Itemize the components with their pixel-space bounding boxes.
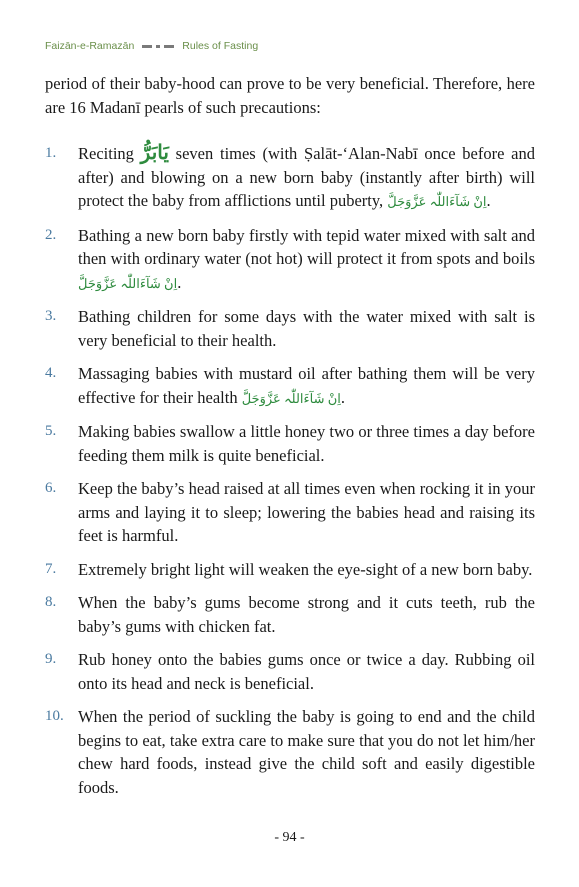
item-number: 8. <box>45 594 57 610</box>
item-number: 2. <box>45 226 57 243</box>
list-item <box>45 420 535 467</box>
intro-paragraph: period of their baby-hood can prove to be very beneficial. Therefore, here are 16 Madanī pearls of such precautions: <box>45 74 535 117</box>
chapter-title: Rules of Fasting <box>182 40 259 52</box>
item-text: Rub honey onto the babies gums once or twice a day. Rubbing oil onto its head and neck is beneficial. <box>78 650 535 693</box>
item-text: Extremely bright light will weaken the eye-sight of a new born baby. <box>78 559 533 579</box>
pearls-list <box>45 142 535 809</box>
page-number: - 94 - <box>274 830 305 845</box>
item-text: Bathing a new born baby firstly with tepid water mixed with salt and then with ordinary water (not hot) will protect it from spots and boils اِنْ شَآءَاللّٰہ عَزَّوَجَلَّ. <box>78 225 535 292</box>
book-title: Faizān-e-Ramazān <box>45 40 135 52</box>
item-number: 4. <box>45 365 57 381</box>
item-number: 1. <box>45 145 57 161</box>
arabic-invocation: يَابَرُّ <box>140 142 169 164</box>
item-text: Keep the baby’s head raised at all times even when rocking it in your arms and laying it to sleep; lowering the babies head and raising its feet is harmful. <box>78 479 535 545</box>
list-item <box>45 224 535 296</box>
list-item <box>45 705 535 799</box>
list-item <box>45 305 535 352</box>
list-item <box>45 648 535 695</box>
list-item <box>45 477 535 548</box>
item-text: Bathing children for some days with the water mixed with salt is very beneficial to their health. <box>78 307 535 350</box>
item-text: Making babies swallow a little honey two or three times a day before feeding them milk is quite beneficial. <box>78 422 535 465</box>
item-number: 9. <box>45 651 57 667</box>
item-number: 10. <box>45 708 64 724</box>
item-number: 7. <box>45 560 57 577</box>
list-item <box>45 558 535 582</box>
list-item <box>45 362 535 410</box>
item-text: When the baby’s gums become strong and it cuts teeth, rub the baby’s gums with chicken fat. <box>78 593 535 636</box>
list-item <box>45 591 535 638</box>
header-separator <box>142 45 174 48</box>
item-number: 5. <box>45 423 57 439</box>
arabic-inshallah: اِنْ شَآءَاللّٰہ عَزَّوَجَلَّ <box>241 390 341 406</box>
arabic-inshallah: اِنْ شَآءَاللّٰہ عَزَّوَجَلَّ <box>387 194 487 209</box>
running-header <box>45 40 258 52</box>
item-text: Reciting يَابَرُّ seven times (with Ṣalāt-‘Alan-Nabī once before and after) and blowing on a new born baby (instantly after birth) will protect the baby from afflictions until puberty, اِنْ شَآءَاللّٰہ عَزَّوَجَلَّ. <box>78 142 536 210</box>
item-number: 6. <box>45 480 57 496</box>
list-item <box>45 142 535 214</box>
item-number: 3. <box>45 308 57 324</box>
arabic-inshallah: اِنْ شَآءَاللّٰہ عَزَّوَجَلَّ <box>78 275 178 291</box>
item-text: Massaging babies with mustard oil after bathing them will be very effective for their health اِنْ شَآءَاللّٰہ عَزَّوَجَلَّ. <box>78 364 535 407</box>
item-text: When the period of suckling the baby is going to end and the child begins to eat, take extra care to make sure that you do not let him/her chew hard foods, instead give the child soft and easily digestible foods. <box>78 707 535 797</box>
